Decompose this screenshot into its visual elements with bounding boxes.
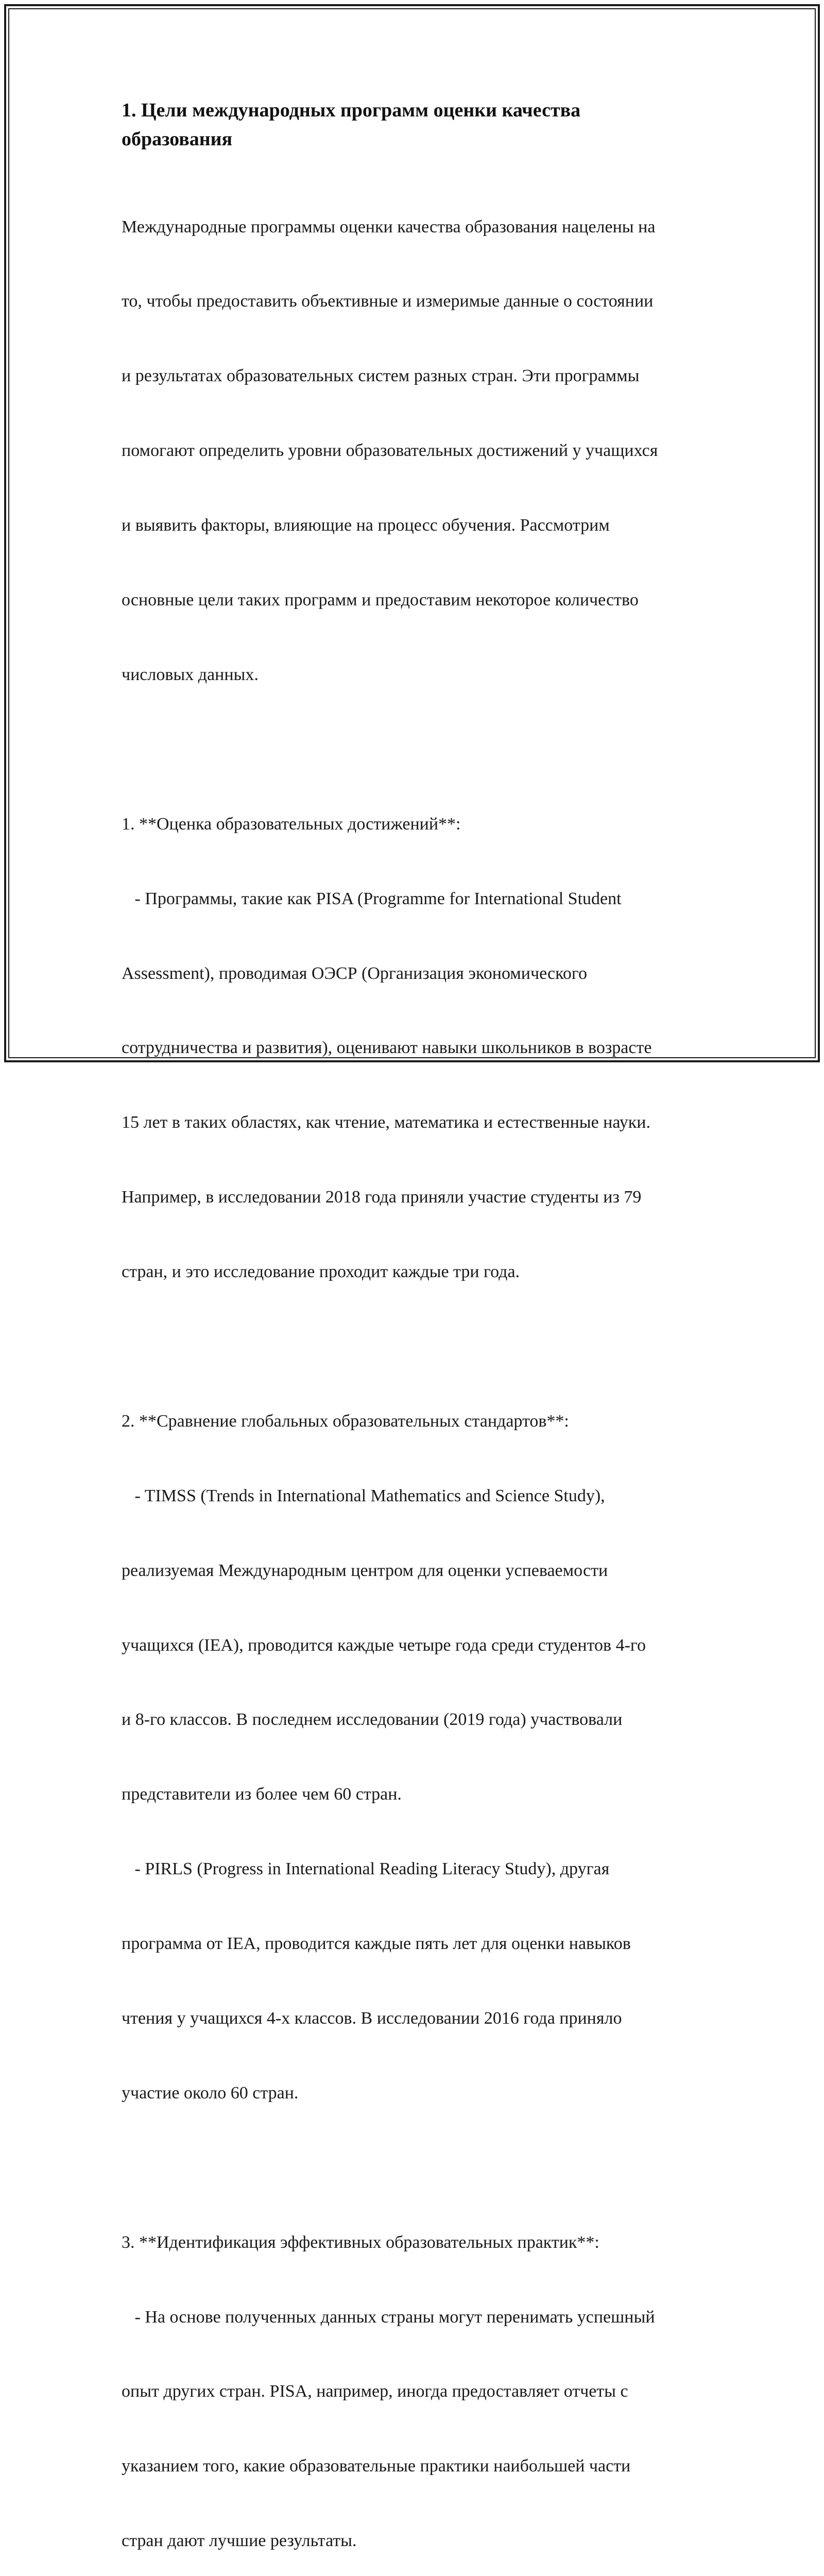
paragraph-gap — [122, 1334, 714, 1359]
section-title-line: 1. Цели международных программ оценки качества — [122, 99, 581, 121]
text-line: сотрудничества и развития), оценивают навыки школьников в возрасте — [122, 1038, 652, 1058]
text-line: основные цели таких программ и предоставим некоторое количество — [122, 590, 639, 610]
list-item-1 — [122, 762, 714, 1334]
paragraph-gap — [122, 2156, 714, 2180]
text-line: 1. **Оценка образовательных достижений**: — [122, 814, 461, 834]
text-line: - TIMSS (Trends in International Mathematics and Science Study), — [122, 1486, 605, 1505]
list-item-2 — [122, 1359, 714, 2156]
text-line: опыт других стран. PISA, например, иногда предоставляет отчеты с — [122, 2382, 628, 2401]
text-line: - PIRLS (Progress in International Reading Literacy Study), другая — [122, 1859, 610, 1879]
text-line: и выявить факторы, влияющие на процесс обучения. Рассмотрим — [122, 516, 610, 535]
text-line: числовых данных. — [122, 665, 259, 684]
text-line: участие около 60 стран. — [122, 2083, 299, 2103]
text-line: учащихся (IEA), проводится каждые четыре года среди студентов 4-го — [122, 1635, 646, 1655]
paragraph-gap — [122, 737, 714, 762]
text-line: 2. **Сравнение глобальных образовательных стандартов**: — [122, 1411, 569, 1431]
text-line: реализуемая Международным центром для оценки успеваемости — [122, 1561, 608, 1580]
text-line: указанием того, какие образовательные практики наибольшей части — [122, 2456, 631, 2476]
text-line: программа от IEA, проводится каждые пять лет для оценки навыков — [122, 1934, 631, 1954]
text-line: то, чтобы предоставить объективные и измеримые данные о состоянии — [122, 292, 654, 311]
text-line: стран дают лучшие результаты. — [122, 2531, 357, 2551]
document-body — [122, 96, 714, 2576]
text-line: помогают определить уровни образовательных достижений у учащихся — [122, 441, 658, 461]
intro-paragraph — [122, 165, 714, 737]
text-line: 3. **Идентификация эффективных образовательных практик**: — [122, 2232, 599, 2252]
text-line: и 8-го классов. В последнем исследовании (2019 года) участвовали — [122, 1710, 623, 1730]
text-line: - Программы, такие как PISA (Programme for International Student — [122, 889, 622, 908]
text-line: чтения у учащихся 4-х классов. В исследовании 2016 года приняло — [122, 2008, 622, 2028]
text-line: представители из более чем 60 стран. — [122, 1785, 402, 1804]
text-line: - На основе полученных данных страны могут перенимать успешный — [122, 2307, 655, 2327]
section-title — [122, 96, 714, 154]
section-title-line: образования — [122, 128, 233, 150]
text-line: и результатах образовательных систем разных стран. Эти программы — [122, 366, 640, 386]
list-item-3 — [122, 2180, 714, 2576]
text-line: Например, в исследовании 2018 года приняли участие студенты из 79 — [122, 1188, 642, 1207]
text-line: Международные программы оценки качества образования нацелены на — [122, 217, 656, 236]
text-line: Assessment), проводимая ОЭСР (Организация экономического — [122, 963, 588, 983]
text-line: стран, и это исследование проходит каждые три года. — [122, 1262, 520, 1282]
text-line: 15 лет в таких областях, как чтение, математика и естественные науки. — [122, 1113, 650, 1132]
